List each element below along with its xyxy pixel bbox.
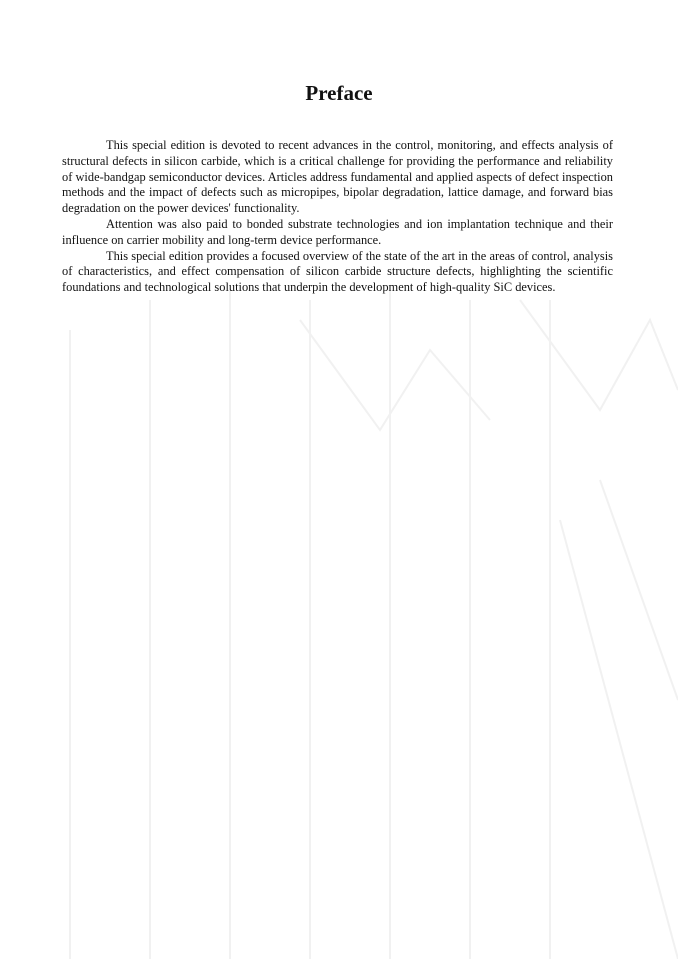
- paragraph: This special edition is devoted to recent advances in the control, monitoring, and effects analysis of structural defects in silicon carbide, which is a critical challenge for providing the performance and reliability of wide-bandgap semiconductor devices. Articles address fundamental and applied aspects of defect inspection methods and the impact of defects such as micropipes, bipolar degradation, lattice damage, and forward bias degradation on the power devices' functionality.: [62, 138, 613, 216]
- page-title: Preface: [305, 81, 373, 105]
- paragraph: Attention was also paid to bonded substrate technologies and ion implantation technique and their influence on carrier mobility and long-term device performance.: [62, 216, 613, 247]
- preface-body: [62, 138, 613, 296]
- paragraph: This special edition provides a focused overview of the state of the art in the areas of control, analysis of characteristics, and effect compensation of silicon carbide structure defects, highlighting the scientific foundations and technological solutions that underpin the development of high-quality SiC devices.: [62, 248, 613, 295]
